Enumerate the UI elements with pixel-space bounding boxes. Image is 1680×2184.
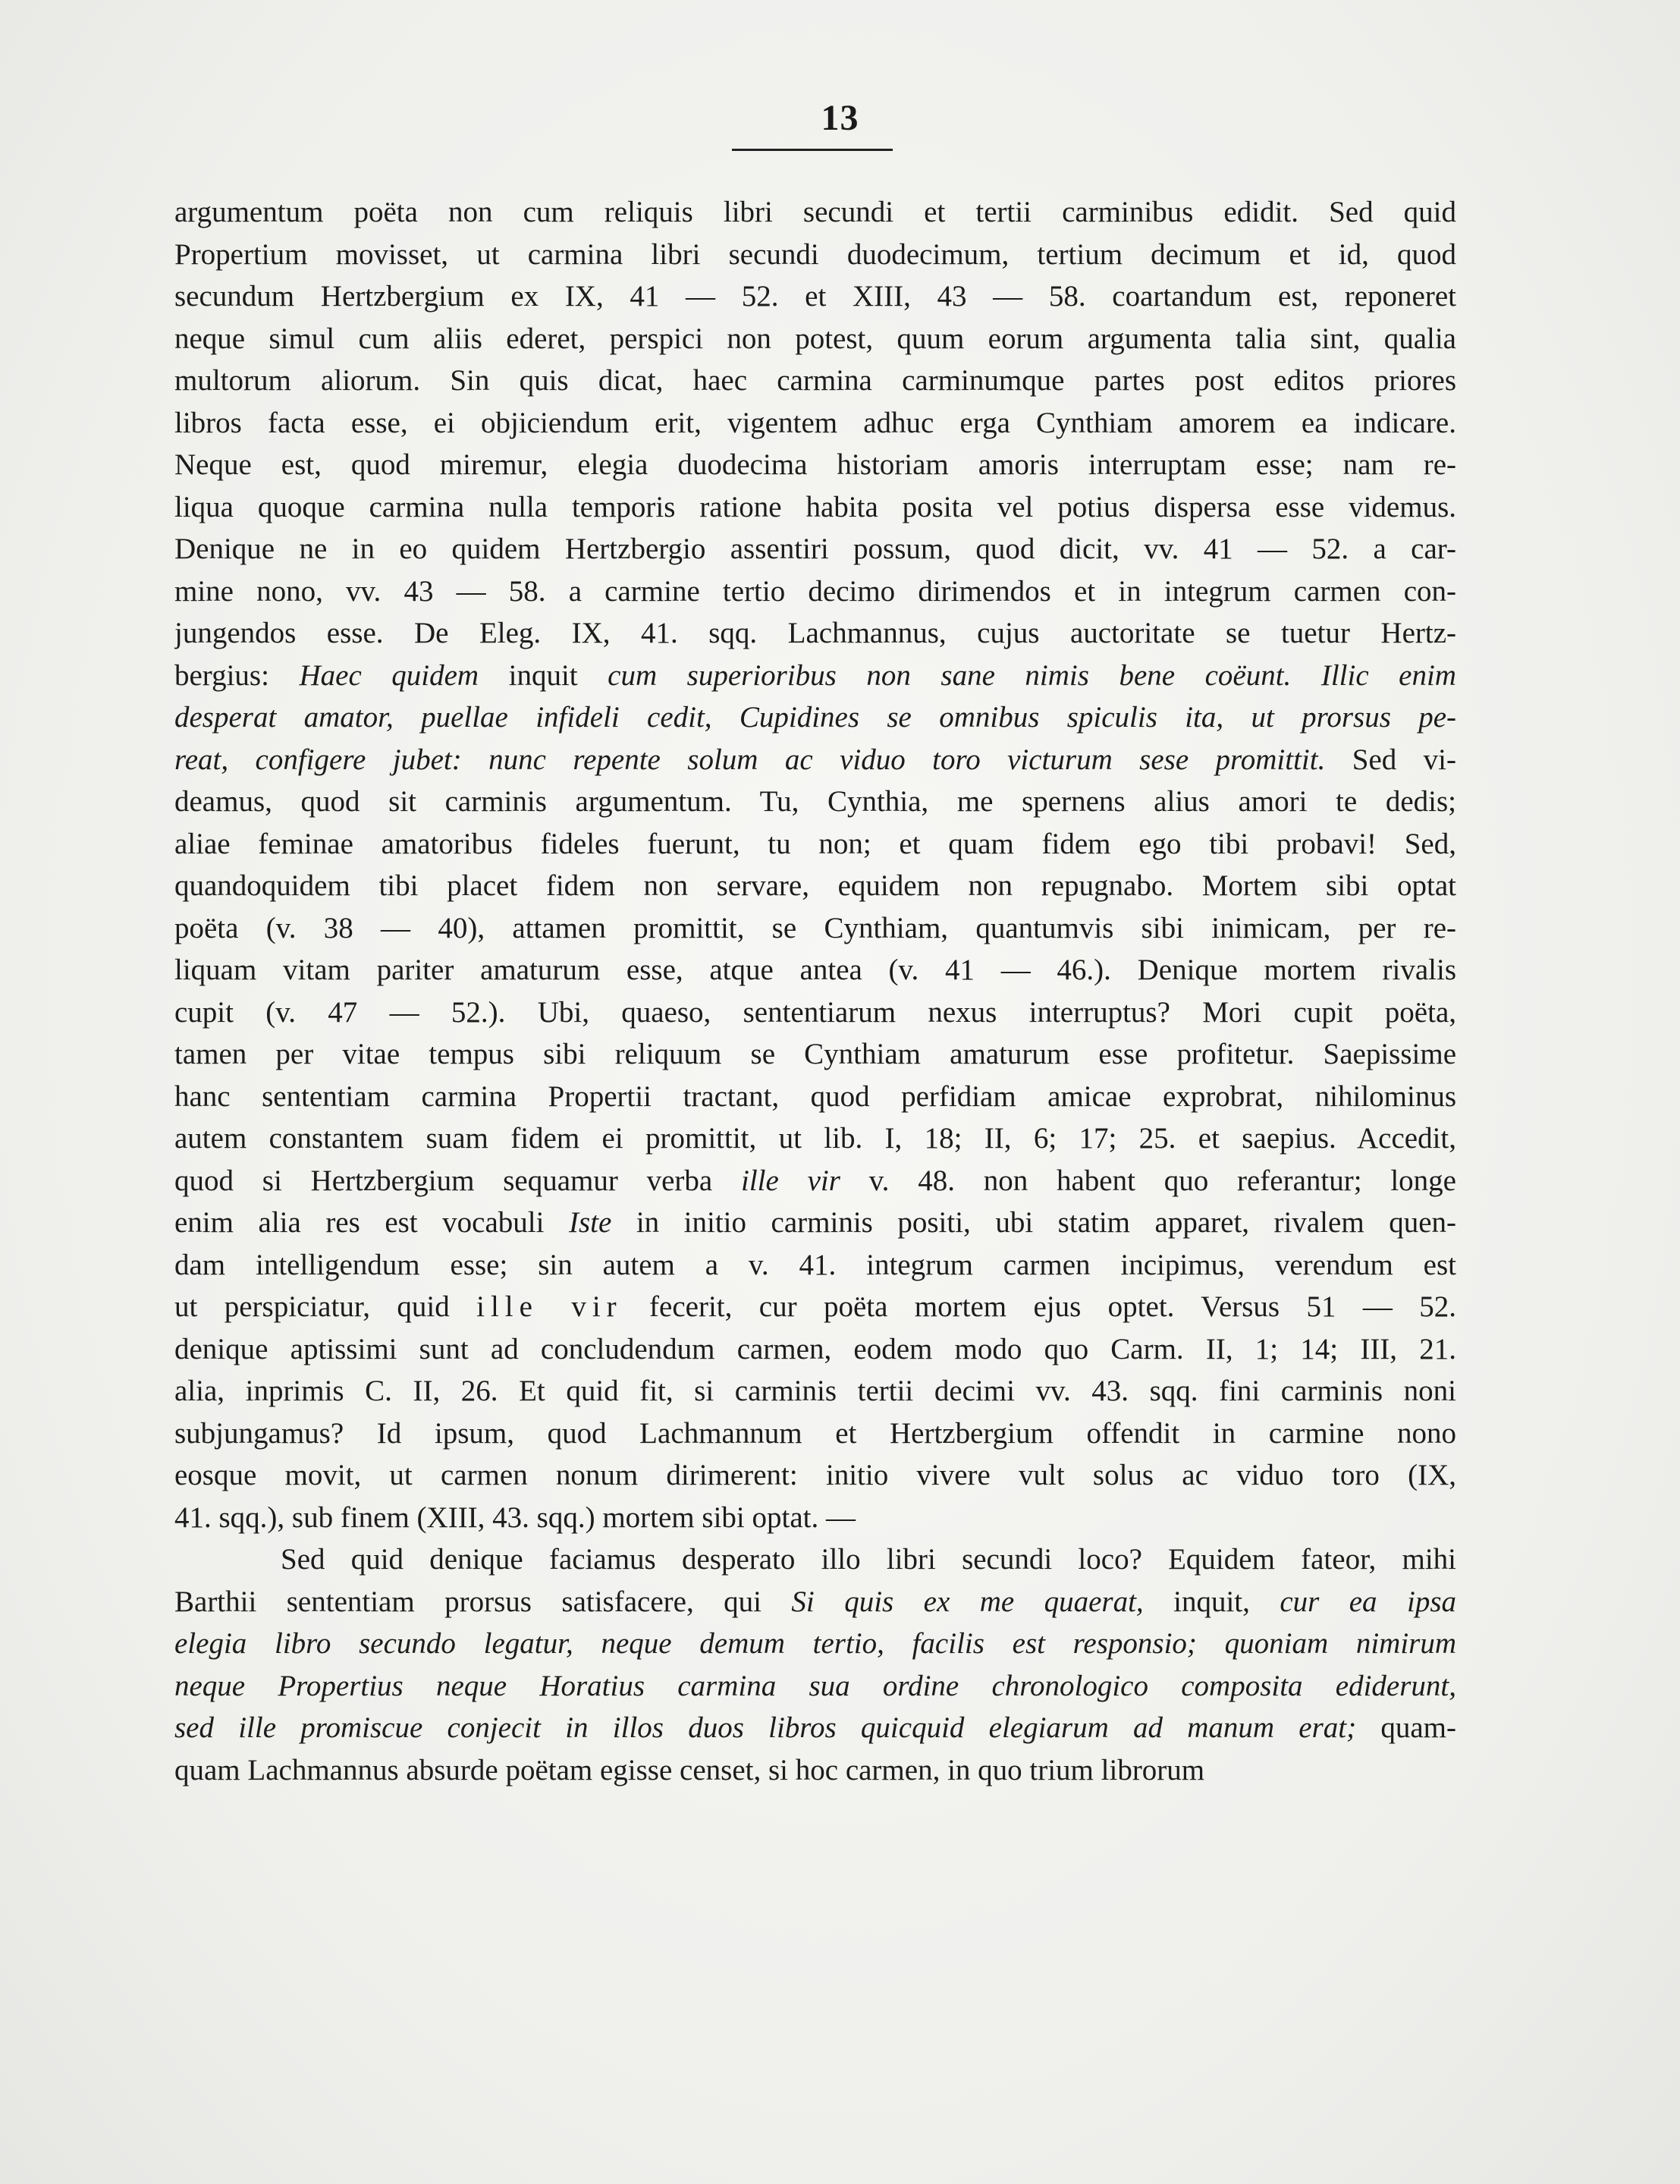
- spaced-text-run: ille vir: [476, 1290, 623, 1323]
- text-line: [174, 1370, 1456, 1413]
- text-line: [174, 402, 1456, 445]
- page-number-rule: [732, 149, 893, 151]
- text-run: fecerit, cur poëta mortem ejus optet. Versus 51 — 52.: [622, 1290, 1456, 1323]
- text-run: liqua quoque carmina nulla temporis ratione habita posita vel potius dispersa esse videmus.: [174, 490, 1456, 523]
- text-run: Barthii sententiam prorsus satisfacere, qui: [174, 1585, 792, 1618]
- text-line: [174, 570, 1456, 613]
- text-run: mine nono, vv. 43 — 58. a carmine tertio decimo dirimendos et in integrum carmen con-: [174, 574, 1456, 608]
- text-run: quandoquidem tibi placet fidem non servare, equidem non repugnabo. Mortem sibi optat: [174, 869, 1456, 902]
- text-line: [174, 1538, 1456, 1581]
- text-body: [174, 191, 1456, 1791]
- text-run: inquit,: [1143, 1585, 1280, 1618]
- text-line: [174, 1749, 1456, 1792]
- text-run: multorum aliorum. Sin quis dicat, haec carmina carminumque partes post editos priores: [174, 364, 1456, 397]
- italic-text-run: cum superioribus non sane nimis bene coëunt. Illic enim: [608, 658, 1456, 692]
- text-line: [174, 1160, 1456, 1202]
- text-line: [174, 949, 1456, 991]
- text-line: [174, 1076, 1456, 1118]
- text-run: secundum Hertzbergium ex IX, 41 — 52. et XIII, 43 — 58. coartandum est, reponeret: [174, 280, 1456, 313]
- text-line: [174, 234, 1456, 276]
- italic-text-run: cur ea ipsa: [1280, 1585, 1456, 1618]
- text-run: bergius:: [174, 658, 300, 692]
- text-line: [174, 360, 1456, 402]
- text-run: subjungamus? Id ipsum, quod Lachmannum et Hertzbergium offendit in carmine nono: [174, 1416, 1456, 1450]
- text-run: ut perspiciatur, quid: [174, 1290, 477, 1323]
- text-run: in initio carminis positi, ubi statim apparet, rivalem quen-: [611, 1206, 1456, 1239]
- text-run: Sed quid denique faciamus desperato illo libri secundi loco? Equidem fateor, mihi: [281, 1543, 1456, 1576]
- text-run: alia, inprimis C. II, 26. Et quid fit, si carminis tertii decimi vv. 43. sqq. fini carminis noni: [174, 1375, 1456, 1407]
- text-line: [174, 655, 1456, 697]
- text-line: [174, 1328, 1456, 1371]
- text-line: [174, 191, 1456, 234]
- italic-text-run: Haec quidem: [299, 658, 479, 692]
- italic-text-run: Si quis ex me quaerat,: [791, 1585, 1144, 1618]
- text-line: [174, 907, 1456, 950]
- text-line: [174, 781, 1456, 823]
- text-run: Propertium movisset, ut carmina libri secundi duodecimum, tertium decimum et id, quod: [174, 237, 1456, 271]
- text-line: [174, 696, 1456, 739]
- text-line: [174, 1623, 1456, 1665]
- text-line: [174, 991, 1456, 1034]
- text-run: poëta (v. 38 — 40), attamen promittit, se Cynthiam, quantumvis sibi inimicam, per re-: [174, 911, 1456, 944]
- text-line: [174, 865, 1456, 907]
- text-run: eosque movit, ut carmen nonum dirimerent: initio vivere vult solus ac viduo toro (IX,: [174, 1459, 1456, 1491]
- text-run: quam-: [1356, 1711, 1456, 1744]
- text-run: Neque est, quod miremur, elegia duodecima historiam amoris interruptam esse; nam re-: [174, 448, 1456, 481]
- text-line: [174, 1581, 1456, 1623]
- text-run: hanc sententiam carmina Propertii tractant, quod perfidiam amicae exprobrat, nihilominus: [174, 1079, 1456, 1113]
- text-run: deamus, quod sit carminis argumentum. Tu, Cynthia, me spernens alius amori te dedis;: [174, 785, 1456, 818]
- text-line: [174, 823, 1456, 866]
- text-line: [174, 739, 1456, 781]
- text-run: denique aptissimi sunt ad concludendum carmen, eodem modo quo Carm. II, 1; 14; III, 21.: [174, 1332, 1456, 1365]
- text-run: tamen per vitae tempus sibi reliquum se Cynthiam amaturum esse profitetur. Saepissime: [174, 1038, 1456, 1070]
- text-run: libros facta esse, ei objiciendum erit, vigentem adhuc erga Cynthiam amorem ea indicare.: [174, 406, 1456, 439]
- text-run: v. 48. non habent quo referantur; longe: [840, 1164, 1456, 1197]
- italic-text-run: desperat amator, puellae infideli cedit, Cupidines se omnibus spiculis ita, ut prorsus pe-: [174, 701, 1456, 734]
- text-run: dam intelligendum esse; sin autem a v. 41. integrum carmen incipimus, verendum est: [174, 1248, 1456, 1281]
- text-line: [174, 1202, 1456, 1244]
- text-line: [174, 1707, 1456, 1749]
- text-run: autem constantem suam fidem ei promittit, ut lib. I, 18; II, 6; 17; 25. et saepius. Accedit,: [174, 1122, 1456, 1155]
- text-run: neque simul cum aliis ederet, perspici non potest, quum eorum argumenta talia sint, qualia: [174, 322, 1456, 355]
- text-line: [174, 318, 1456, 360]
- text-run: Sed vi-: [1325, 743, 1456, 776]
- italic-text-run: neque Propertius neque Horatius carmina sua ordine chronologico composita ediderunt,: [174, 1669, 1456, 1702]
- text-run: jungendos esse. De Eleg. IX, 41. sqq. Lachmannus, cujus auctoritate se tuetur Hertz-: [174, 617, 1456, 649]
- text-run: argumentum poëta non cum reliquis libri secundi et tertii carminibus edidit. Sed quid: [174, 196, 1456, 228]
- text-line: [174, 1497, 1456, 1539]
- text-line: [174, 528, 1456, 570]
- text-run: quam Lachmannus absurde poëtam egisse censet, si hoc carmen, in quo trium librorum: [174, 1753, 1205, 1786]
- text-run: enim alia res est vocabuli: [174, 1206, 569, 1239]
- text-line: [174, 1117, 1456, 1160]
- italic-text-run: Iste: [568, 1206, 612, 1239]
- text-line: [174, 1033, 1456, 1076]
- text-run: cupit (v. 47 — 52.). Ubi, quaeso, sententiarum nexus interruptus? Mori cupit poëta,: [174, 995, 1456, 1029]
- text-run: Denique ne in eo quidem Hertzbergio assentiri possum, quod dicit, vv. 41 — 52. a car-: [174, 533, 1456, 565]
- italic-text-run: ille vir: [741, 1164, 840, 1197]
- text-run: 41. sqq.), sub finem (XIII, 43. sqq.) mortem sibi optat. —: [174, 1501, 856, 1534]
- text-line: [174, 444, 1456, 486]
- text-run: liquam vitam pariter amaturum esse, atque antea (v. 41 — 46.). Denique mortem rivalis: [174, 954, 1456, 986]
- text-run: inquit: [479, 658, 608, 692]
- text-line: [174, 1665, 1456, 1708]
- text-run: aliae feminae amatoribus fideles fuerunt, tu non; et quam fidem ego tibi probavi! Sed,: [174, 827, 1456, 860]
- text-line: [174, 1454, 1456, 1497]
- text-line: [174, 1413, 1456, 1455]
- italic-text-run: elegia libro secundo legatur, neque demum tertio, facilis est responsio; quoniam nimirum: [174, 1627, 1456, 1660]
- text-line: [174, 1286, 1456, 1328]
- text-line: [174, 612, 1456, 655]
- text-line: [174, 1244, 1456, 1287]
- italic-text-run: reat, configere jubet: nunc repente solum ac viduo toro victurum sese promittit.: [174, 743, 1326, 776]
- italic-text-run: sed ille promiscue conjecit in illos duos libros quicquid elegiarum ad manum erat;: [174, 1711, 1357, 1744]
- text-line: [174, 486, 1456, 529]
- text-line: [174, 275, 1456, 318]
- page-number: 13: [821, 98, 859, 138]
- text-run: quod si Hertzbergium sequamur verba: [174, 1164, 741, 1197]
